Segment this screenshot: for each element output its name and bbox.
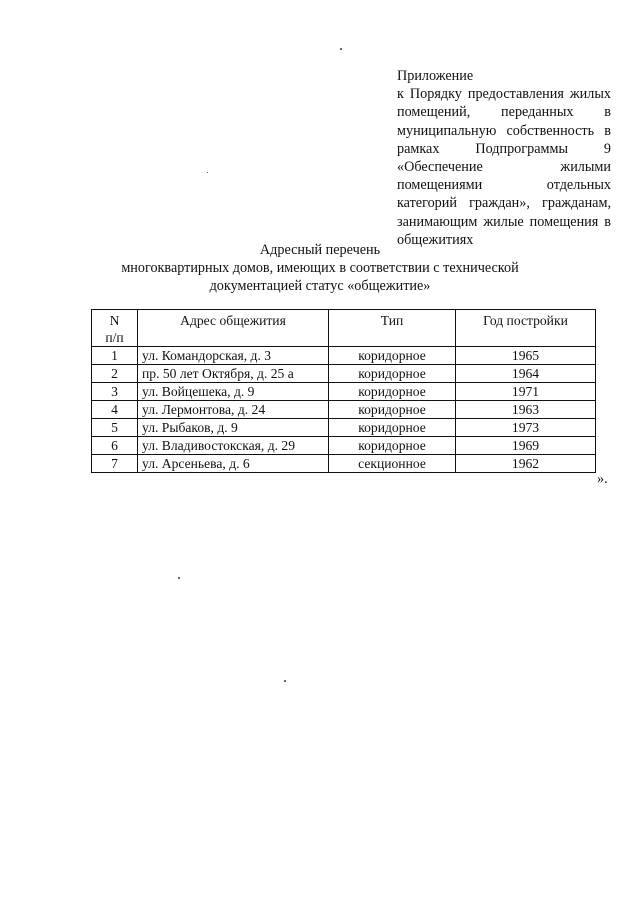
cell-type: коридорное xyxy=(329,419,456,437)
header-number xyxy=(92,310,138,347)
cell-year: 1964 xyxy=(456,365,596,383)
table-row xyxy=(92,419,596,437)
header-year: Год постройки xyxy=(456,310,596,347)
scan-speck xyxy=(284,680,286,682)
cell-number: 6 xyxy=(92,437,138,455)
cell-type: коридорное xyxy=(329,347,456,365)
cell-address: ул. Владивостокская, д. 29 xyxy=(138,437,329,455)
cell-address: ул. Рыбаков, д. 9 xyxy=(138,419,329,437)
cell-number: 3 xyxy=(92,383,138,401)
table-row xyxy=(92,383,596,401)
dormitory-address-table xyxy=(91,309,596,473)
title-line-2: многоквартирных домов, имеющих в соответствии с технической xyxy=(121,260,519,276)
scan-speck xyxy=(178,577,180,579)
cell-type: коридорное xyxy=(329,401,456,419)
cell-number: 5 xyxy=(92,419,138,437)
cell-address: пр. 50 лет Октября, д. 25 а xyxy=(138,365,329,383)
closing-quote: ». xyxy=(597,471,608,487)
header-number-line1: N xyxy=(109,313,120,328)
cell-year: 1965 xyxy=(456,347,596,365)
header-number-line2: п/п xyxy=(105,330,124,345)
cell-type: коридорное xyxy=(329,437,456,455)
appendix-note xyxy=(397,67,611,249)
cell-type: коридорное xyxy=(329,365,456,383)
cell-number: 7 xyxy=(92,455,138,473)
table-row xyxy=(92,365,596,383)
cell-number: 4 xyxy=(92,401,138,419)
cell-type: коридорное xyxy=(329,383,456,401)
appendix-text: к Порядку предоставления жилых помещений, переданных в муниципальную собственность в рамках Подпрограммы 9 «Обеспечение жилыми помещениями отдельных категорий граждан», гражданам, занимающим жилые помещения в общежитиях xyxy=(397,86,611,248)
title-line-3: документацией статус «общежитие» xyxy=(209,278,431,294)
cell-address: ул. Командорская, д. 3 xyxy=(138,347,329,365)
cell-address: ул. Лермонтова, д. 24 xyxy=(138,401,329,419)
cell-address: ул. Войцешека, д. 9 xyxy=(138,383,329,401)
table-row xyxy=(92,455,596,473)
cell-type: секционное xyxy=(329,455,456,473)
cell-year: 1962 xyxy=(456,455,596,473)
cell-year: 1969 xyxy=(456,437,596,455)
table-row xyxy=(92,437,596,455)
appendix-heading: Приложение xyxy=(397,68,474,84)
cell-year: 1963 xyxy=(456,401,596,419)
cell-number: 2 xyxy=(92,365,138,383)
document-title xyxy=(80,241,560,295)
table-row xyxy=(92,347,596,365)
scan-speck xyxy=(207,172,208,173)
cell-year: 1973 xyxy=(456,419,596,437)
header-address: Адрес общежития xyxy=(138,310,329,347)
cell-address: ул. Арсеньева, д. 6 xyxy=(138,455,329,473)
scan-speck xyxy=(340,48,342,50)
cell-year: 1971 xyxy=(456,383,596,401)
table-row xyxy=(92,401,596,419)
header-type: Тип xyxy=(329,310,456,347)
cell-number: 1 xyxy=(92,347,138,365)
title-line-1: Адресный перечень xyxy=(259,242,381,258)
table-header-row xyxy=(92,310,596,347)
